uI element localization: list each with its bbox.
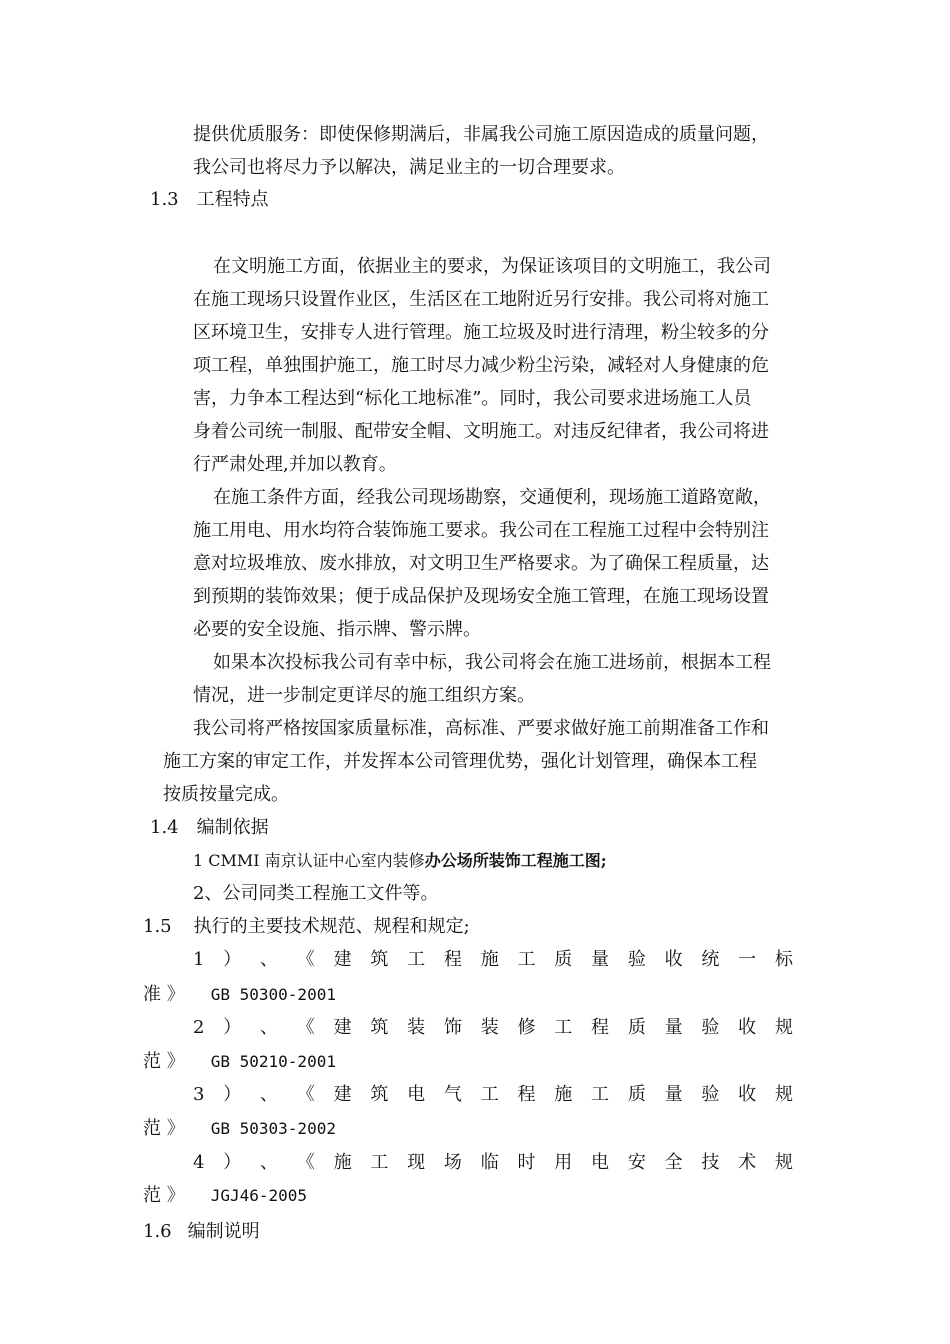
spec-title-char: 程 [443,949,462,970]
spec-title-char: 3 [193,1084,205,1105]
spec-title-char: 、 [260,1152,279,1173]
spec-title-char: 工 [370,1152,389,1173]
paragraph-line: 情况，进一步制定更详尽的施工组织方案。 [193,685,535,706]
paragraph-line: 在施工现场只设置作业区，生活区在工地附近另行安排。我公司将对施工 [193,289,769,310]
spec-title-char: 工 [407,949,426,970]
spec-title-char: 量 [591,949,610,970]
spec-title-char: 《 [296,1084,315,1105]
spec-title-char: 建 [333,949,352,970]
section-heading-1-3 [150,187,269,213]
spec-title-char: 《 [296,1017,315,1038]
spec-title-char: 统 [701,949,720,970]
paragraph-line: 我公司将严格按国家质量标准，高标准、严要求做好施工前期准备工作和 [193,718,769,739]
spec-title-char: ） [223,949,242,970]
spec-item-3-cont: 范 》 GB 50303-2002 [143,1118,336,1139]
paragraph-line: 项工程，单独围护施工，施工时尽力减少粉尘污染，减轻对人身健康的危 [193,355,769,376]
spec-title-char: 装 [480,1017,499,1038]
spec-title-char: 工 [480,1084,499,1105]
spec-title-char: 《 [296,1152,315,1173]
section-heading-1-6 [143,1219,260,1245]
spec-title-char: 、 [260,1084,279,1105]
spec-title-char: 验 [701,1017,720,1038]
spec-title-char: 量 [664,1017,683,1038]
spec-title-char: 、 [260,1017,279,1038]
spec-title-char: 规 [774,1017,793,1038]
spec-item-1-line [193,947,793,973]
spec-title-char: ） [223,1152,242,1173]
paragraph-line: 按质按量完成。 [163,784,289,805]
spec-title-char: 质 [627,1017,646,1038]
spec-title-char: 建 [333,1084,352,1105]
spec-item-2-cont: 范 》 GB 50210-2001 [143,1051,336,1072]
section-title: 工程特点 [196,189,269,210]
section-title: 编制依据 [196,817,269,838]
paragraph-line: 施工方案的审定工作，并发挥本公司管理优势，强化计划管理，确保本工程 [163,751,757,772]
spec-item-1-cont: 准 》 GB 50300-2001 [143,984,336,1005]
paragraph-line: 区环境卫生，安排专人进行管理。施工垃圾及时进行清理，粉尘较多的分 [193,322,769,343]
spec-title-char: ） [223,1017,242,1038]
spec-title-char: 筑 [370,949,389,970]
spec-title-char: 现 [407,1152,426,1173]
section-title: 执行的主要技术规范、规程和规定; [193,916,470,937]
spec-title-char: 筑 [370,1084,389,1105]
continuation-line-2: 我公司也将尽力予以解决，满足业主的一切合理要求。 [193,157,625,178]
paragraph-line: 身着公司统一制服、配带安全帽、文明施工。对违反纪律者，我公司将进 [193,421,769,442]
paragraph-line: 在施工条件方面，经我公司现场勘察，交通便利，现场施工道路宽敞， [213,487,771,508]
paragraph-line: 在文明施工方面，依据业主的要求，为保证该项目的文明施工，我公司 [213,256,771,277]
spec-title-char: 施 [554,1084,573,1105]
basis-item-1-bold: 办公场所装饰工程施工图; [424,851,607,870]
standard-code: GB 50210-2001 [210,1052,336,1071]
spec-title-char: 场 [443,1152,462,1173]
spec-title-char: 修 [517,1017,536,1038]
spec-item-3-line [193,1082,793,1108]
spec-title-char: 术 [738,1152,757,1173]
section-heading-1-5 [143,914,470,940]
spec-title-char: 电 [407,1084,426,1105]
spec-title-char: 1 [193,949,205,970]
section-title: 编制说明 [187,1221,260,1242]
spec-title-char: 时 [517,1152,536,1173]
section-number: 1.6 [143,1221,172,1242]
spec-title-char: 规 [774,1084,793,1105]
spec-title-char: 收 [738,1017,757,1038]
spec-title-char: 4 [193,1152,205,1173]
spec-title-char: 一 [738,949,757,970]
spec-item-4-cont: 范 》 JGJ46-2005 [143,1185,308,1206]
standard-code: JGJ46-2005 [210,1186,308,1205]
spec-title-char: 规 [774,1152,793,1173]
paragraph-line: 施工用电、用水均符合装饰施工要求。我公司在工程施工过程中会特别注 [193,520,769,541]
spec-title-char: 2 [193,1017,205,1038]
basis-item-1 [193,848,607,874]
spec-title-char: 安 [627,1152,646,1173]
paragraph-line: 行严肃处理,并加以教育。 [193,454,397,475]
spec-title-char: 气 [443,1084,462,1105]
spec-title-char: 技 [701,1152,720,1173]
spec-title-char: 验 [627,949,646,970]
spec-title-char: 《 [296,949,315,970]
spec-title-char: 收 [738,1084,757,1105]
spec-title-char: 、 [260,949,279,970]
spec-title-char: 饰 [443,1017,462,1038]
spec-title-char: 用 [554,1152,573,1173]
spec-title-char: 施 [480,949,499,970]
spec-title-char: 工 [591,1084,610,1105]
spec-title-char: 施 [333,1152,352,1173]
spec-title-char: 电 [591,1152,610,1173]
section-number: 1.4 [150,817,179,838]
spec-title-char: 全 [664,1152,683,1173]
spec-title-char: 程 [517,1084,536,1105]
spec-title-char: 质 [554,949,573,970]
spec-title-char: ） [223,1084,242,1105]
paragraph-line: 必要的安全设施、指示牌、警示牌。 [193,619,481,640]
spec-title-char: 工 [517,949,536,970]
continuation-line-1: 提供优质服务：即使保修期满后，非属我公司施工原因造成的质量问题， [193,124,769,145]
spec-title-char: 标 [774,949,793,970]
spec-title-char: 程 [591,1017,610,1038]
spec-title-char: 工 [554,1017,573,1038]
section-number: 1.5 [143,916,172,937]
paragraph-line: 到预期的装饰效果；便于成品保护及现场安全施工管理，在施工现场设置 [193,586,769,607]
section-heading-1-4 [150,815,269,841]
spec-item-2-line [193,1015,793,1041]
spec-title-char: 建 [333,1017,352,1038]
standard-code: GB 50300-2001 [210,985,336,1004]
spec-title-char: 验 [701,1084,720,1105]
spec-title-char: 收 [664,949,683,970]
basis-item-2: 2、公司同类工程施工文件等。 [193,883,439,904]
section-number: 1.3 [150,189,179,210]
paragraph-line: 害，力争本工程达到“标化工地标准”。同时，我公司要求进场施工人员 [193,388,752,409]
spec-title-char: 量 [664,1084,683,1105]
paragraph-line: 如果本次投标我公司有幸中标，我公司将会在施工进场前，根据本工程 [213,652,771,673]
basis-item-1-text: 1 CMMI 南京认证中心室内装修 [193,851,425,870]
spec-title-char: 质 [627,1084,646,1105]
spec-title-char: 筑 [370,1017,389,1038]
standard-code: GB 50303-2002 [210,1119,336,1138]
spec-item-4-line [193,1150,793,1176]
spec-title-char: 装 [407,1017,426,1038]
spec-title-char: 临 [480,1152,499,1173]
paragraph-line: 意对垃圾堆放、废水排放，对文明卫生严格要求。为了确保工程质量，达 [193,553,769,574]
